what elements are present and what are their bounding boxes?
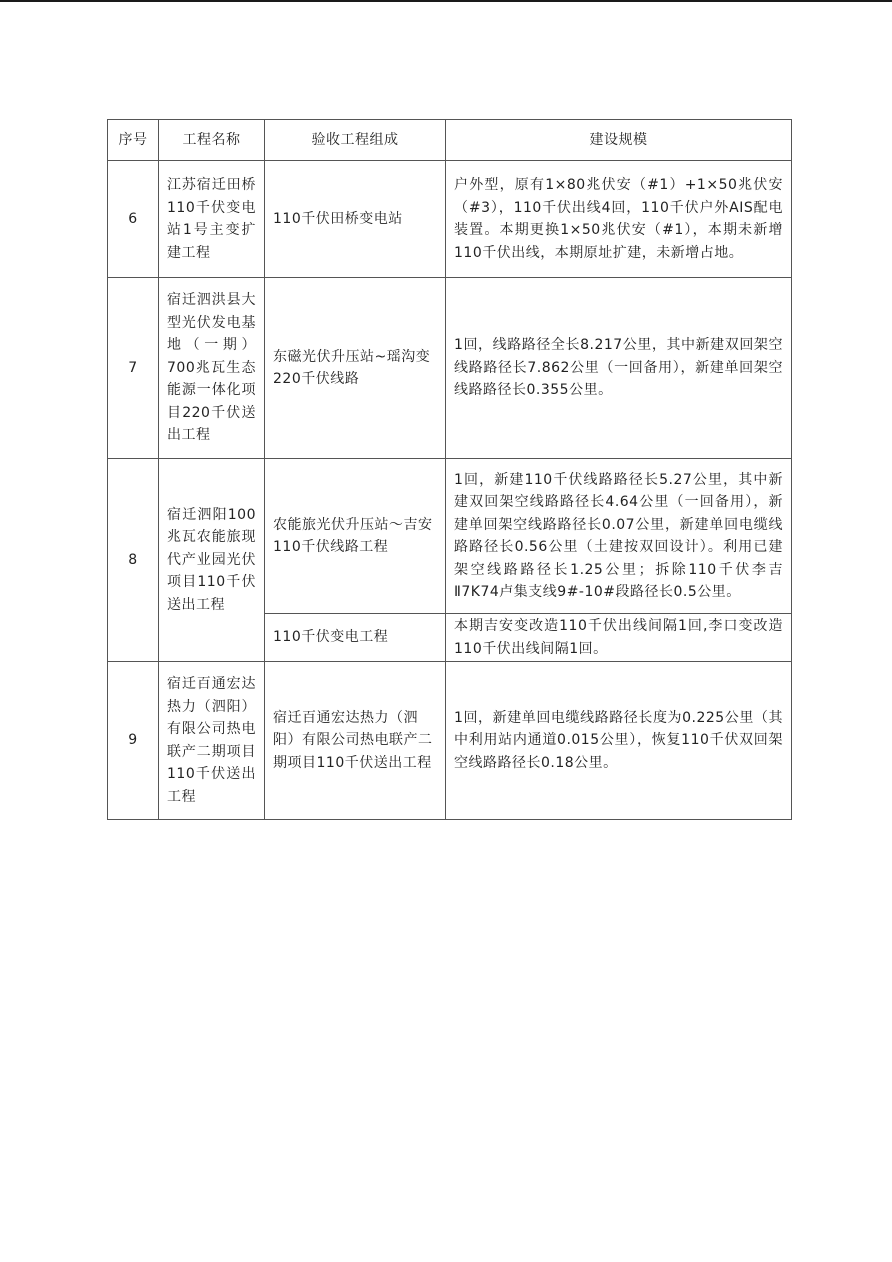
project-name-cell: 宿迁泗阳100兆瓦农能旅现代产业园光伏项目110千伏送出工程 — [159, 459, 265, 662]
table-header-row — [108, 120, 792, 161]
table-row — [108, 662, 792, 820]
component-cell: 农能旅光伏升压站～吉安110千伏线路工程 — [265, 459, 446, 614]
component-cell: 110千伏变电工程 — [265, 614, 446, 662]
component-cell: 宿迁百通宏达热力（泗阳）有限公司热电联产二期项目110千伏送出工程 — [265, 662, 446, 820]
component-cell: 东磁光伏升压站~瑶沟变220千伏线路 — [265, 278, 446, 459]
project-name-cell: 宿迁泗洪县大型光伏发电基地（一期）700兆瓦生态能源一体化项目220千伏送出工程 — [159, 278, 265, 459]
header-serial-no: 序号 — [108, 120, 159, 161]
serial-no-cell: 9 — [108, 662, 159, 820]
header-construction-scale: 建设规模 — [446, 120, 792, 161]
serial-no-cell: 6 — [108, 161, 159, 278]
table-row — [108, 161, 792, 278]
table-row — [108, 278, 792, 459]
page-top-rule — [0, 0, 892, 2]
scale-cell: 1回，新建单回电缆线路路径长度为0.225公里（其中利用站内通道0.015公里），恢复110千伏双回架空线路路径长0.18公里。 — [446, 662, 792, 820]
header-acceptance-components: 验收工程组成 — [265, 120, 446, 161]
header-project-name: 工程名称 — [159, 120, 265, 161]
scale-cell: 本期吉安变改造110千伏出线间隔1回,李口变改造110千伏出线间隔1回。 — [446, 614, 792, 662]
project-acceptance-table — [107, 119, 792, 820]
scale-cell: 户外型，原有1×80兆伏安（#1）+1×50兆伏安（#3），110千伏出线4回，110千伏户外AIS配电装置。本期更换1×50兆伏安（#1），本期未新增110千伏出线，本期原址扩建，未新增占地。 — [446, 161, 792, 278]
serial-no-cell: 8 — [108, 459, 159, 662]
scale-cell: 1回，新建110千伏线路路径长5.27公里，其中新建双回架空线路路径长4.64公里（一回备用），新建单回架空线路路径长0.07公里，新建单回电缆线路路径长0.56公里（土建按双回设计）。利用已建架空线路路径长1.25公里；拆除110千伏李吉Ⅱ7K74卢集支线9#-10#段路径长0.5公里。 — [446, 459, 792, 614]
serial-no-cell: 7 — [108, 278, 159, 459]
project-name-cell: 宿迁百通宏达热力（泗阳）有限公司热电联产二期项目110千伏送出工程 — [159, 662, 265, 820]
project-name-cell: 江苏宿迁田桥110千伏变电站1号主变扩建工程 — [159, 161, 265, 278]
scale-cell: 1回，线路路径全长8.217公里，其中新建双回架空线路路径长7.862公里（一回备用），新建单回架空线路路径长0.355公里。 — [446, 278, 792, 459]
table-row — [108, 459, 792, 614]
component-cell: 110千伏田桥变电站 — [265, 161, 446, 278]
